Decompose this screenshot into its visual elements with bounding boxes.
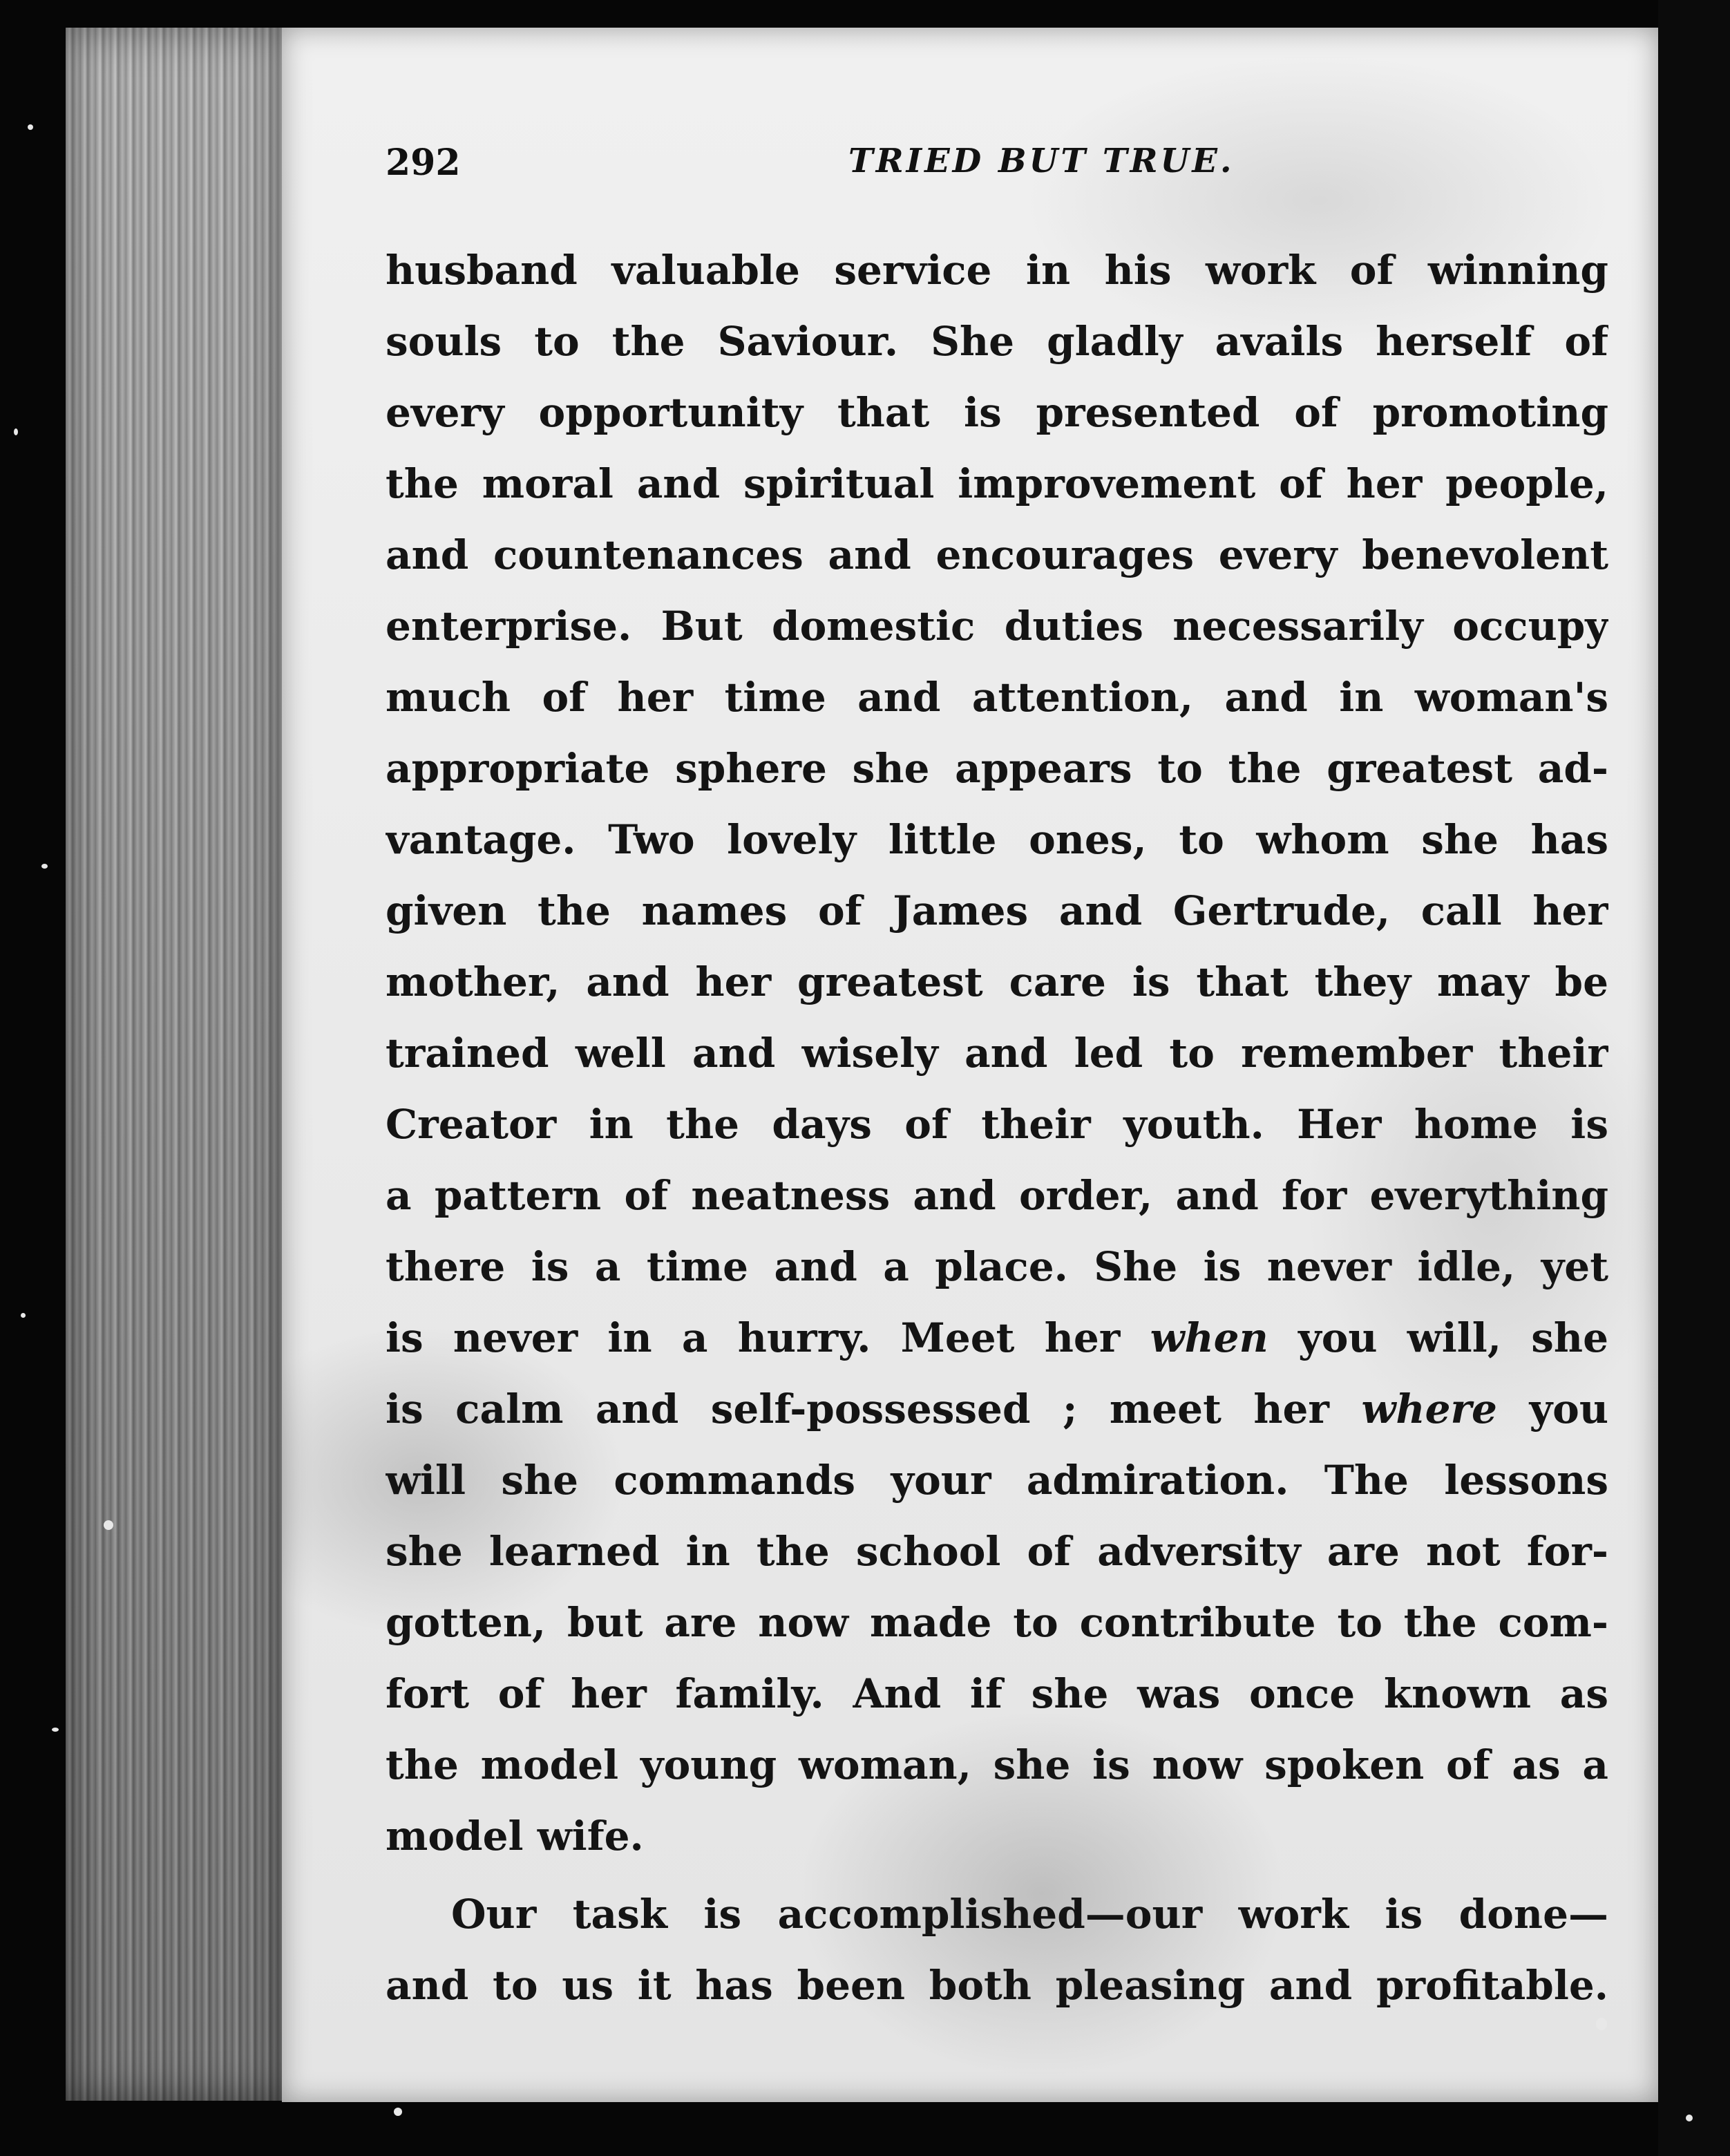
text-line: model wife.	[386, 1813, 644, 1860]
text-fragment: is calm and self-possessed ; meet her	[386, 1386, 1362, 1432]
text-line: the model young woman, she is now spoken of as a	[386, 1741, 1608, 1788]
text-line: husband valuable service in his work of winning	[386, 247, 1608, 294]
text-line: gotten, but are now made to contribute to the com-	[386, 1599, 1608, 1646]
paragraph-2	[386, 1879, 1608, 2021]
text-line-with-italic	[386, 1303, 1608, 1374]
text-line: the moral and spiritual improvement of her people,	[386, 460, 1608, 507]
dust-speck	[1686, 2115, 1693, 2121]
dust-speck	[104, 1520, 113, 1530]
page-edges	[66, 28, 283, 2101]
text-line: she learned in the school of adversity are not for-	[386, 1528, 1608, 1575]
dust-speck	[21, 1313, 26, 1318]
dust-speck	[41, 864, 48, 869]
dust-speck	[1596, 2018, 1607, 2030]
text-fragment: you will, she	[1268, 1314, 1608, 1361]
dust-speck	[14, 428, 18, 435]
text-line: given the names of James and Gertrude, call her	[386, 887, 1608, 934]
dust-speck	[394, 2108, 402, 2116]
text-line: and countenances and encourages every benevolent	[386, 531, 1608, 578]
paragraph-1	[386, 235, 1608, 1872]
text-fragment: is never in a hurry. Meet her	[386, 1314, 1150, 1361]
text-line: Creator in the days of their youth. Her home is	[386, 1101, 1608, 1148]
text-line: and to us it has been both pleasing and profitable.	[386, 1962, 1608, 2009]
text-line: trained well and wisely and led to remember their	[386, 1030, 1608, 1077]
text-line: every opportunity that is presented of promoting	[386, 389, 1608, 436]
italic-word: where	[1361, 1386, 1497, 1432]
text-line: souls to the Saviour. She gladly avails herself of	[386, 318, 1608, 365]
binding-gutter	[1658, 0, 1730, 2156]
text-line: much of her time and attention, and in woman's	[386, 674, 1608, 721]
text-fragment: you	[1496, 1386, 1608, 1432]
paragraph-gap	[386, 1872, 1608, 1879]
book-page	[282, 28, 1658, 2102]
body-text	[386, 235, 1608, 2021]
dust-speck	[52, 1728, 59, 1732]
text-line: enterprise. But domestic duties necessarily occupy	[386, 603, 1608, 650]
text-line: will she commands your admiration. The lessons	[386, 1457, 1608, 1504]
page-number: 292	[386, 142, 461, 184]
dust-speck	[28, 124, 33, 130]
text-line: appropriate sphere she appears to the greatest ad-	[386, 745, 1608, 792]
text-line: vantage. Two lovely little ones, to whom she has	[386, 816, 1608, 863]
page-header	[386, 142, 1525, 190]
text-line: a pattern of neatness and order, and for everything	[386, 1172, 1608, 1219]
running-title: TRIED BUT TRUE.	[848, 142, 1235, 180]
italic-word: when	[1150, 1314, 1268, 1361]
text-line: there is a time and a place. She is never idle, yet	[386, 1243, 1608, 1290]
text-line: mother, and her greatest care is that they may be	[386, 958, 1608, 1005]
text-line-with-italic	[386, 1374, 1608, 1445]
text-line: Our task is accomplished—our work is done—	[451, 1891, 1608, 1938]
text-line: fort of her family. And if she was once known as	[386, 1670, 1608, 1717]
